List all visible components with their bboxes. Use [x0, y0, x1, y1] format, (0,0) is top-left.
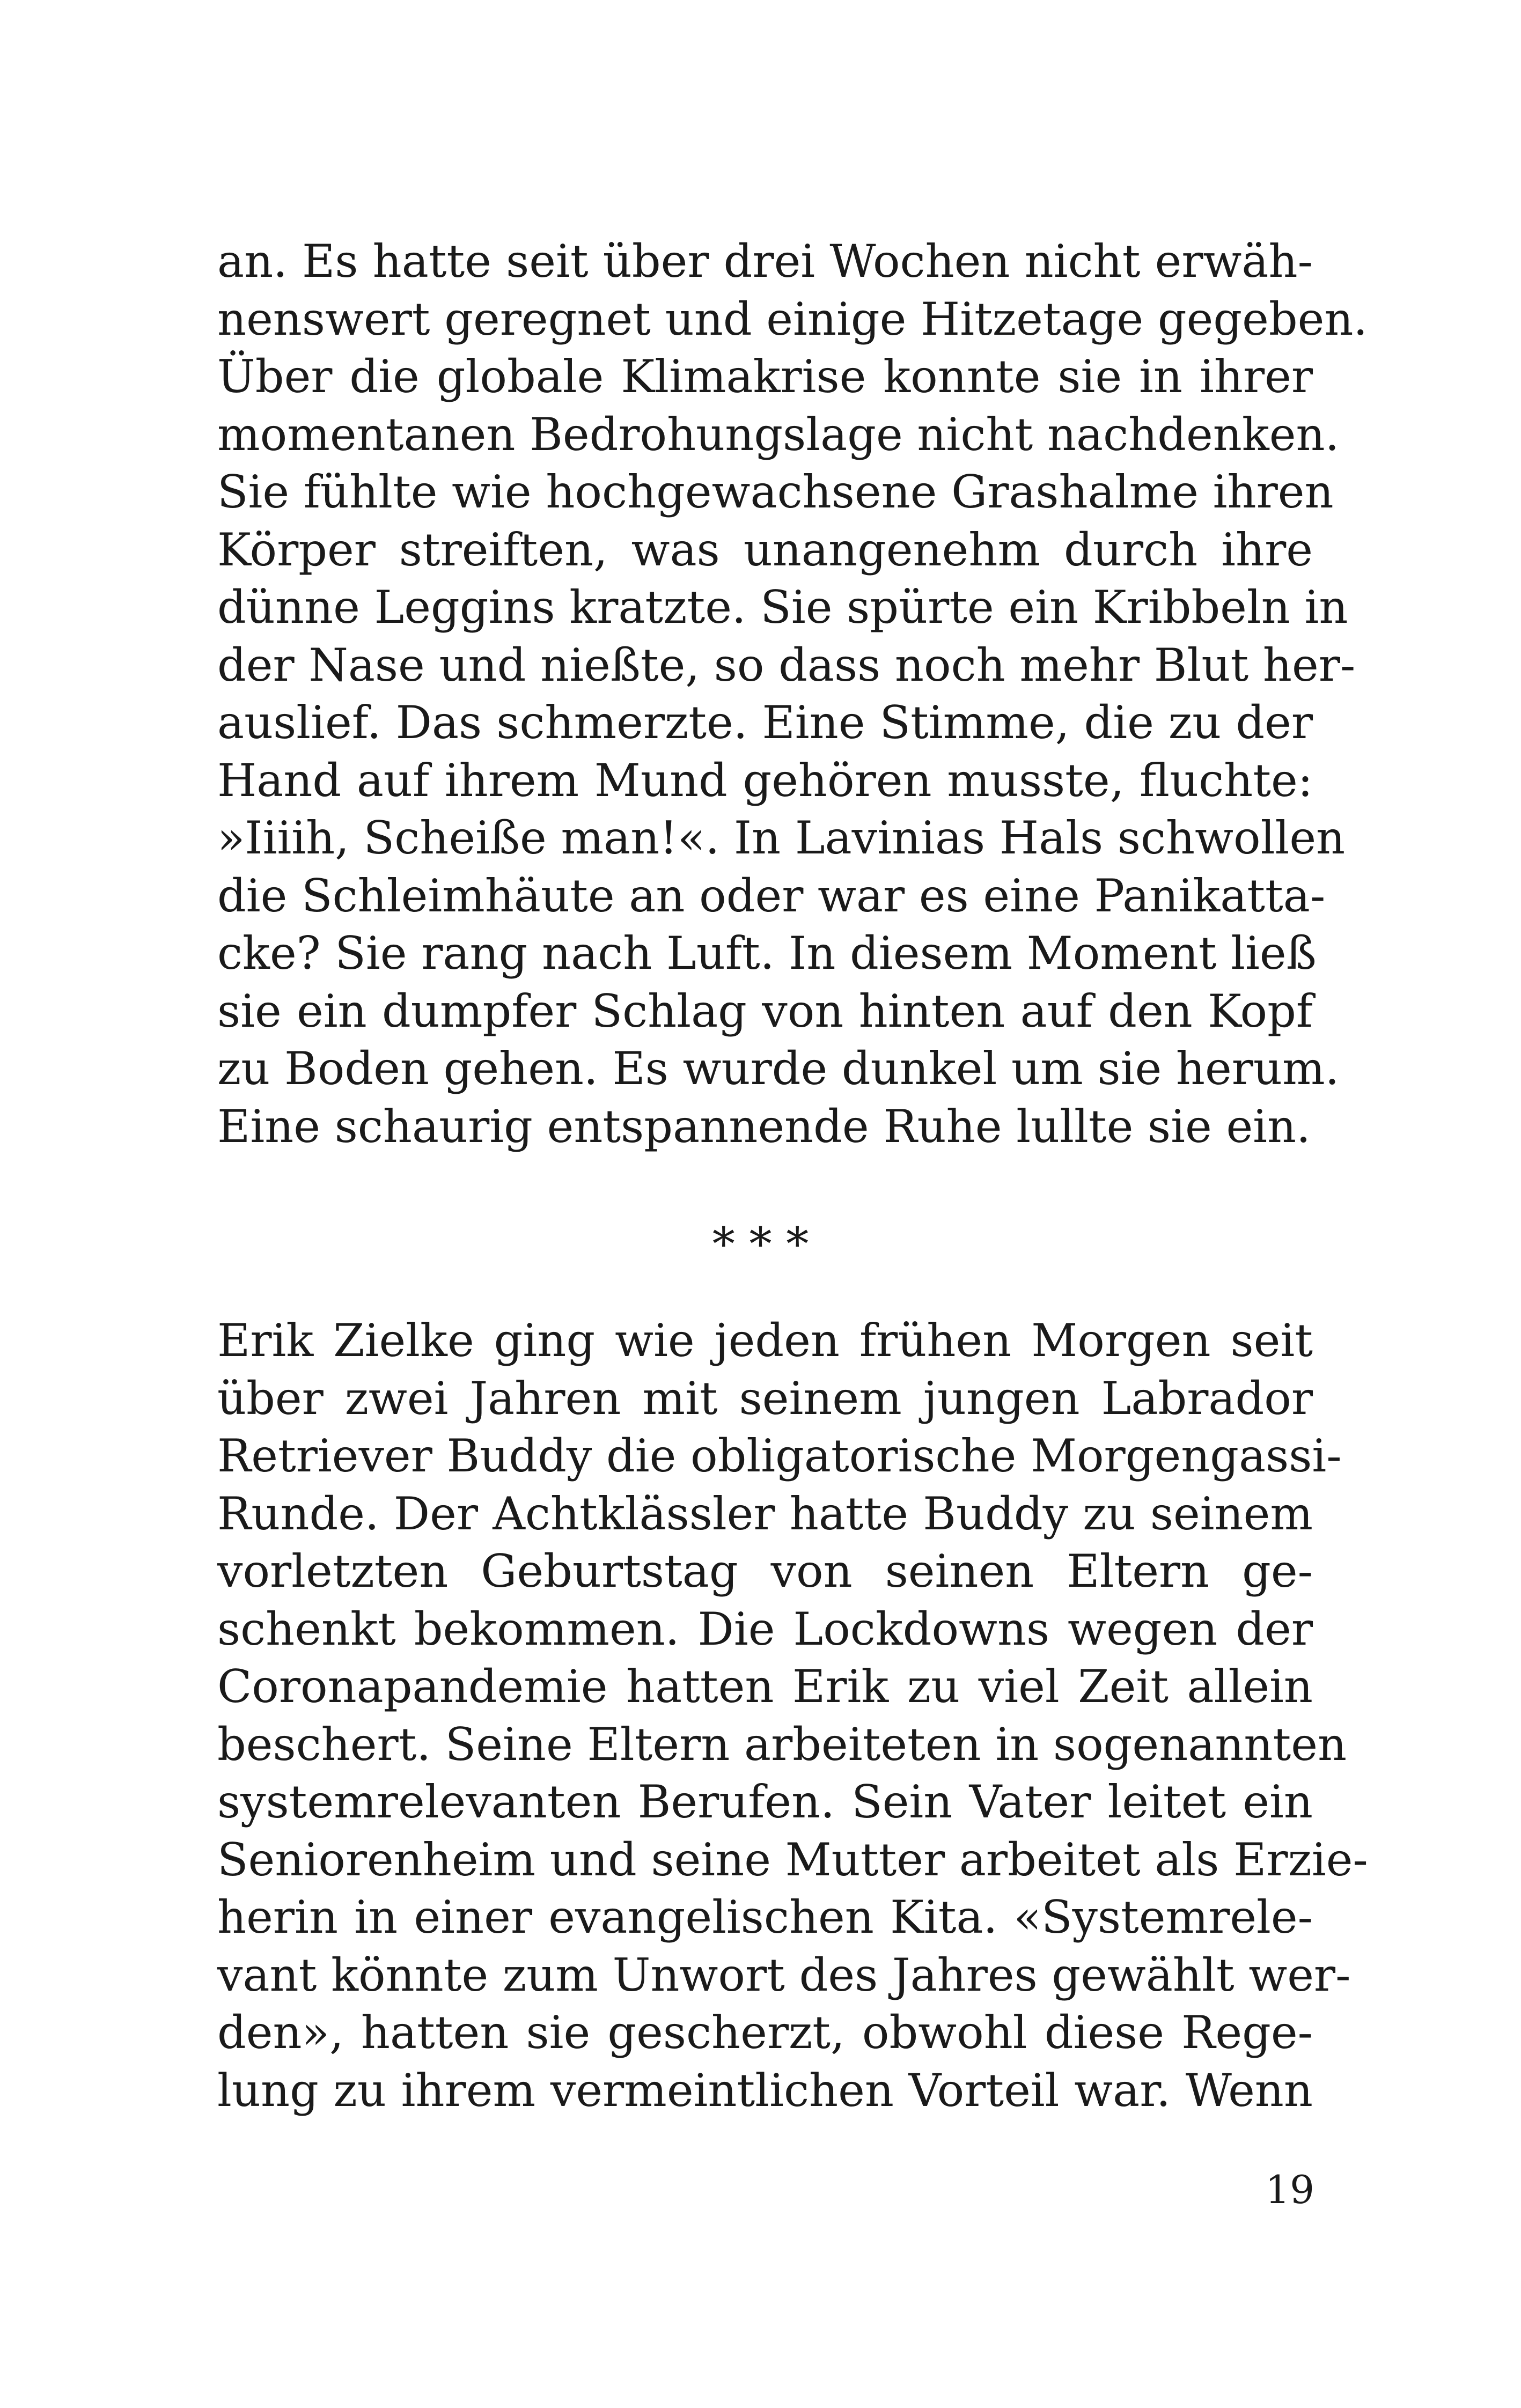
text-line: vant könnte zum Unwort des Jahres gewählt wer- [217, 1948, 1351, 2001]
text-line: schenkt bekommen. Die Lockdowns wegen der [217, 1602, 1313, 1655]
text-line: »Iiiih, Scheiße man!«. In Lavinias Hals schwollen [217, 812, 1346, 864]
text-line: Eine schaurig entspannende Ruhe lullte sie ein. [217, 1100, 1311, 1153]
text-line: den», hatten sie gescherzt, obwohl diese Rege- [217, 2006, 1313, 2059]
text-line: lung zu ihrem vermeintlichen Vorteil war. Wenn [217, 2064, 1313, 2117]
text-line: die Schleimhäute an oder war es eine Panikatta- [217, 869, 1326, 922]
text-line: Körper streiften, was unangenehm durch ihre [217, 523, 1313, 576]
page-number: 19 [1265, 2167, 1314, 2212]
section-separator: * * * [712, 1218, 809, 1270]
text-line: Runde. Der Achtklässler hatte Buddy zu seinem [217, 1487, 1313, 1540]
text-line: beschert. Seine Eltern arbeiteten in sogenannten [217, 1718, 1347, 1771]
text-line: Seniorenheim und seine Mutter arbeitet als Erzie- [217, 1833, 1368, 1886]
text-line: dünne Leggins kratzte. Sie spürte ein Kribbeln in [217, 581, 1348, 634]
text-line: Über die globale Klimakrise konnte sie in ihrer [217, 350, 1313, 403]
text-line: vorletzten Geburtstag von seinen Eltern ge- [217, 1545, 1313, 1597]
text-line: der Nase und nießte, so dass noch mehr Blut her- [217, 638, 1356, 691]
text-line: cke? Sie rang nach Luft. In diesem Moment ließ [217, 927, 1317, 980]
text-line: systemrelevanten Berufen. Sein Vater leitet ein [217, 1776, 1313, 1828]
text-line: über zwei Jahren mit seinem jungen Labrador [217, 1372, 1313, 1425]
text-line: an. Es hatte seit über drei Wochen nicht erwäh- [217, 235, 1313, 288]
text-line: Erik Zielke ging wie jeden frühen Morgen seit [217, 1314, 1313, 1367]
text-line: sie ein dumpfer Schlag von hinten auf den Kopf [217, 984, 1313, 1037]
text-line: nenswert geregnet und einige Hitzetage gegeben. [217, 292, 1368, 345]
paragraph-bottom [217, 1312, 1368, 2119]
text-line: Retriever Buddy die obligatorische Morgengassi- [217, 1430, 1342, 1482]
text-line: momentanen Bedrohungslage nicht nachdenken. [217, 408, 1340, 461]
text-line: auslief. Das schmerzte. Eine Stimme, die zu der [217, 696, 1313, 749]
text-line: herin in einer evangelischen Kita. «Systemrele- [217, 1891, 1313, 1943]
text-line: Hand auf ihrem Mund gehören musste, fluchte: [217, 754, 1313, 807]
text-line: Sie fühlte wie hochgewachsene Grashalme ihren [217, 466, 1334, 518]
text-line: Coronapandemie hatten Erik zu viel Zeit allein [217, 1660, 1313, 1713]
paragraph-top [217, 233, 1368, 1155]
text-line: zu Boden gehen. Es wurde dunkel um sie herum. [217, 1042, 1340, 1095]
